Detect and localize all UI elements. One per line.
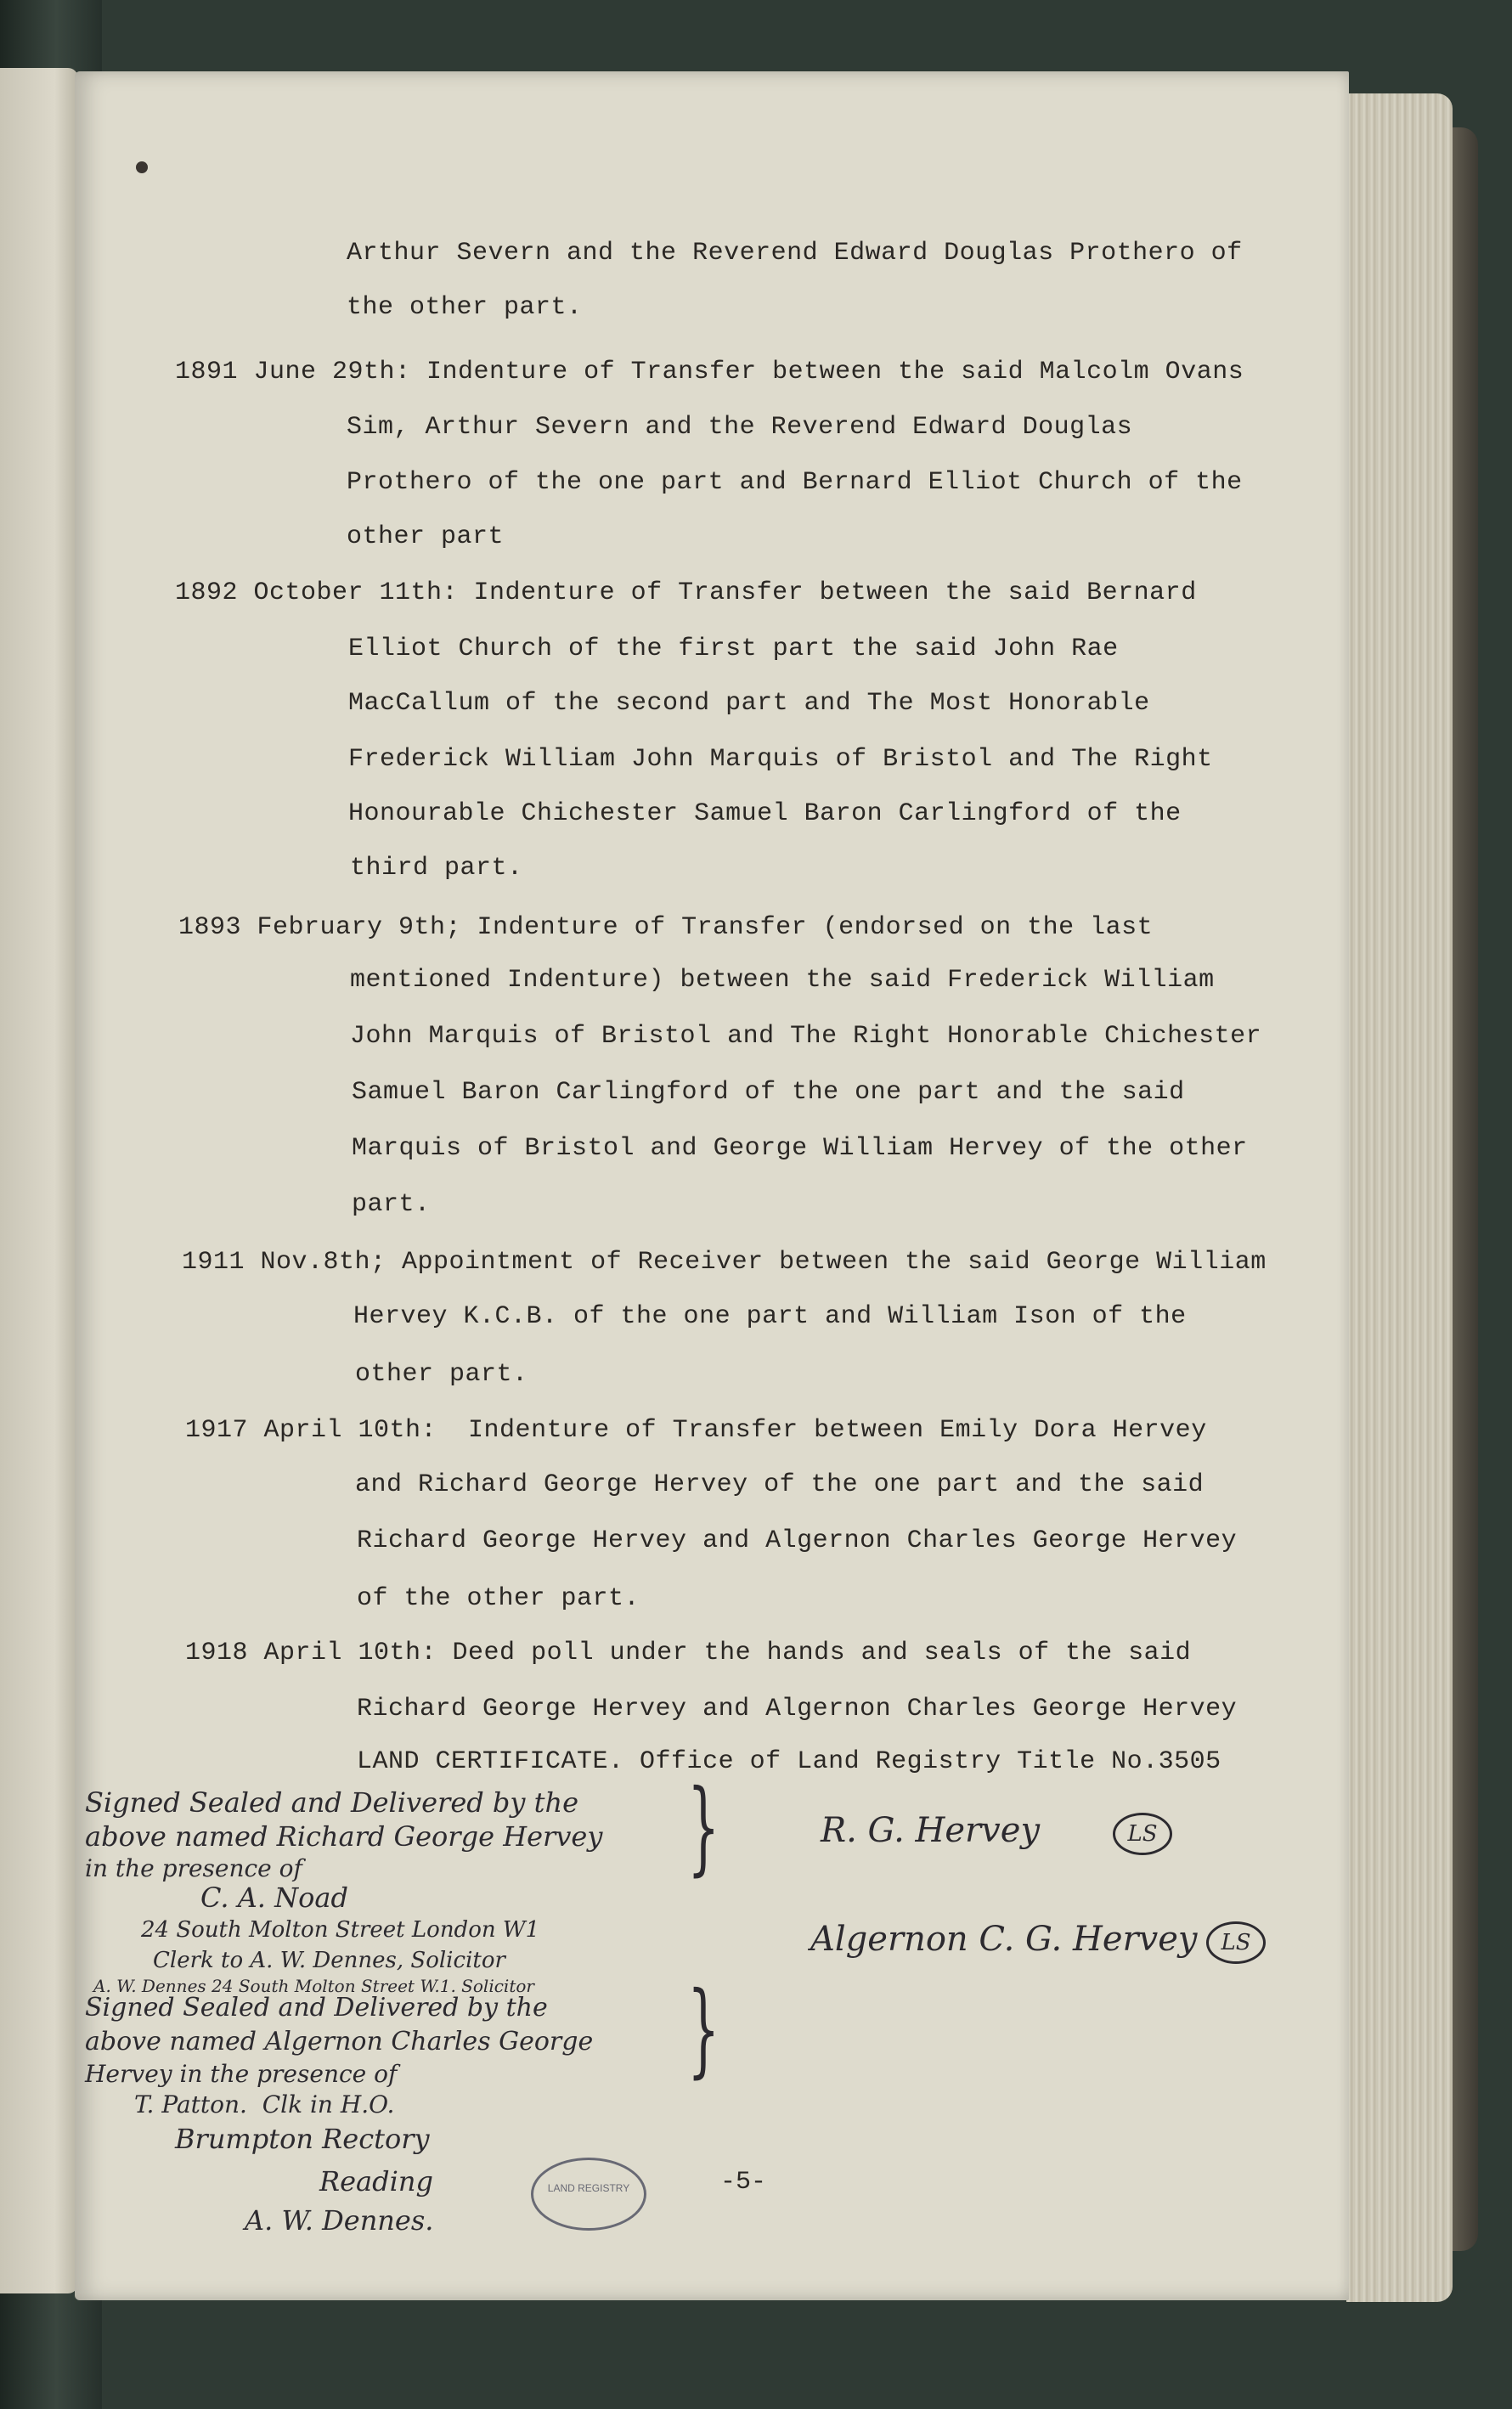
handwritten-line: in the presence of <box>85 1854 302 1882</box>
typed-line: of the other part. <box>357 1584 640 1613</box>
brace-mark: } <box>687 1769 720 1887</box>
typed-line: 1893 February 9th; Indenture of Transfer (endorsed on the last <box>178 913 1154 942</box>
seal-mark: LS <box>1206 1921 1266 1964</box>
handwritten-line: C. A. Noad <box>200 1882 348 1914</box>
seal-mark: LS <box>1113 1813 1172 1855</box>
brace-mark: } <box>687 1971 720 2089</box>
handwritten-line: 24 South Molton Street London W1 <box>141 1917 540 1943</box>
typed-line: 1918 April 10th: Deed poll under the hands and seals of the said <box>185 1639 1192 1667</box>
typed-line: mentioned Indenture) between the said Frederick William <box>350 966 1215 995</box>
handwritten-line: Signed Sealed and Delivered by the <box>85 1786 579 1819</box>
typed-line: Sim, Arthur Severn and the Reverend Edward Douglas <box>347 413 1133 442</box>
typed-line: MacCallum of the second part and The Most Honorable <box>348 689 1150 718</box>
handwritten-line: T. Patton. Clk in H.O. <box>134 2090 395 2118</box>
handwritten-line: above named Richard George Hervey <box>85 1820 603 1853</box>
typed-line: 1891 June 29th: Indenture of Transfer between the said Malcolm Ovans <box>175 358 1244 386</box>
land-registry-stamp: LAND REGISTRY <box>531 2158 646 2231</box>
typed-line: Prothero of the one part and Bernard Elliot Church of the <box>347 468 1243 497</box>
typed-line: 1892 October 11th: Indenture of Transfer between the said Bernard <box>175 578 1197 607</box>
typed-line: Hervey K.C.B. of the one part and William Ison of the <box>353 1302 1187 1331</box>
typed-line: other part. <box>355 1360 528 1389</box>
typed-line: the other part. <box>347 293 583 322</box>
typed-line: Elliot Church of the first part the said John Rae <box>348 635 1119 663</box>
signature-algernon-hervey: Algernon C. G. Hervey <box>810 1920 1198 1959</box>
typed-line: 1911 Nov.8th; Appointment of Receiver between the said George William <box>182 1248 1267 1277</box>
typed-line: Arthur Severn and the Reverend Edward Douglas Prothero of <box>347 239 1243 268</box>
handwritten-line: Hervey in the presence of <box>85 2060 398 2088</box>
typed-line: other part <box>347 522 505 551</box>
handwritten-line: A. W. Dennes 24 South Molton Street W.1. Solicitor <box>93 1976 534 1996</box>
handwritten-line: A. W. Dennes. <box>245 2204 434 2237</box>
typed-line: Honourable Chichester Samuel Baron Carlingford of the <box>348 799 1182 828</box>
typed-line: part. <box>352 1190 431 1219</box>
typed-line: third part. <box>350 854 523 883</box>
typed-line: Richard George Hervey and Algernon Charles George Hervey <box>357 1695 1238 1724</box>
signature-richard-hervey: R. G. Hervey <box>821 1811 1041 1850</box>
typed-line: John Marquis of Bristol and The Right Honorable Chichester <box>350 1022 1262 1051</box>
typed-line: Richard George Hervey and Algernon Charles George Hervey <box>357 1526 1238 1555</box>
handwritten-line: above named Algernon Charles George <box>85 2027 594 2056</box>
typed-line: Frederick William John Marquis of Bristol and The Right <box>348 745 1213 774</box>
handwritten-line: Signed Sealed and Delivered by the <box>85 1993 548 2023</box>
typed-line: and Richard George Hervey of the one part and the said <box>355 1470 1205 1499</box>
typed-line: LAND CERTIFICATE. Office of Land Registry Title No.3505 <box>357 1747 1221 1776</box>
handwritten-line: Clerk to A. W. Dennes, Solicitor <box>153 1948 505 1973</box>
typed-line: Marquis of Bristol and George William Hervey of the other <box>352 1134 1248 1163</box>
typed-line: Samuel Baron Carlingford of the one part and the said <box>352 1078 1185 1107</box>
handwritten-line: Reading <box>319 2165 433 2197</box>
handwritten-line: Brumpton Rectory <box>175 2123 430 2155</box>
folio-number: -5- <box>720 2168 767 2197</box>
typed-line: 1917 April 10th: Indenture of Transfer between Emily Dora Hervey <box>185 1416 1207 1445</box>
